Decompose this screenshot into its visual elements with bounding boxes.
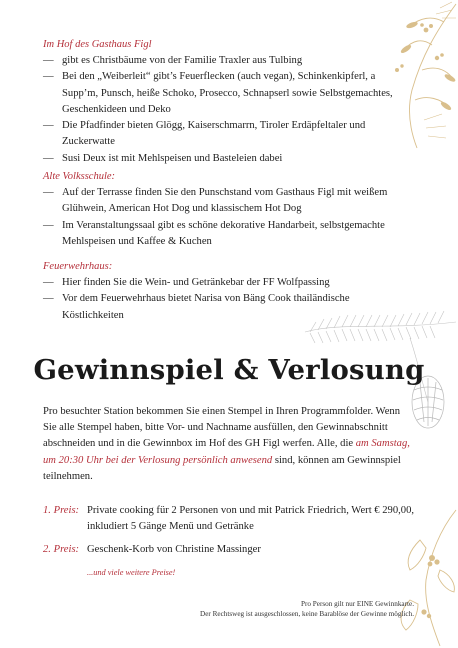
- list-item: — Hier finden Sie die Wein- und Getränkebar der FF Wolfpassing: [43, 275, 413, 291]
- list-item: — Bei den „Weiberleit“ gibt’s Feuerflecken (auch vegan), Schinkenkipferl, a Supp’m, Punsch, heiße Schoko, Prosecco, Schnapserl sowie Selbstgemachtes, Geschenkideen und Deko: [43, 69, 413, 118]
- section-volksschule: [43, 170, 413, 250]
- prize-item: [43, 503, 423, 535]
- more-prizes-note: ...und viele weitere Preise!: [87, 568, 176, 577]
- prize-label: 2. Preis:: [43, 544, 80, 555]
- item-list: [43, 275, 413, 324]
- intro-text-end: sind, können am Gewinnspiel teilnehmen.: [43, 454, 401, 482]
- list-item: — Die Pfadfinder bieten Glögg, Kaiserschmarrn, Tiroler Erdäpfeltaler und Zuckerwatte: [43, 118, 413, 151]
- section-title: Im Hof des Gasthaus Figl: [43, 39, 152, 50]
- list-item: — Vor dem Feuerwehrhaus bietet Narisa von Bäng Cook thailändische Köstlichkeiten: [43, 291, 413, 324]
- section-title: Alte Volksschule:: [43, 171, 116, 182]
- prize-text: Geschenk-Korb von Christine Massinger: [87, 544, 261, 555]
- item-list: [43, 185, 413, 250]
- footnote: [200, 599, 414, 619]
- section-title: Feuerwehrhaus:: [43, 261, 113, 272]
- intro-paragraph: [43, 404, 415, 485]
- intro-text: Pro besuchter Station bekommen Sie einen Stempel in Ihren Programmfolder. Wenn Sie alle Stempel haben, bitte Vor- und Nachname ausfüllen, den Gewinnabschnitt abschneiden und in die Gewinnbox im Hof des GH Figl werfen. Alle, die: [43, 406, 401, 450]
- prize-item: [43, 542, 423, 558]
- list-item: — Auf der Terrasse finden Sie den Punschstand vom Gasthaus Figl mit weißem Glühwein, American Hot Dog und klassischem Hot Dog: [43, 185, 413, 218]
- list-item: — Susi Deux ist mit Mehlspeisen und Basteleien dabei: [43, 151, 413, 167]
- prize-label: 1. Preis:: [43, 505, 80, 516]
- section-hof: [43, 38, 413, 167]
- item-list: [43, 53, 413, 167]
- footnote-line: Der Rechtsweg ist ausgeschlossen, keine Barablöse der Gewinne möglich.: [200, 610, 414, 618]
- footnote-line: Pro Person gilt nur EINE Gewinnkarte.: [301, 600, 414, 608]
- list-item: — gibt es Christbäume von der Familie Traxler aus Tulbing: [43, 53, 413, 69]
- intro-highlight: am Samstag, um 20:30 Uhr bei der Verlosung persönlich anwesend: [43, 438, 410, 466]
- prize-text: Private cooking für 2 Personen von und mit Patrick Friedrich, Wert € 290,00, inkludiert 5 Gänge Menü und Getränke: [87, 505, 415, 533]
- section-feuerwehrhaus: [43, 260, 413, 324]
- page-title: Gewinnspiel & Verlosung: [33, 354, 425, 386]
- list-item: — Im Veranstaltungssaal gibt es schöne dekorative Handarbeit, selbstgemachte Mehlspeisen und Kaffee & Kuchen: [43, 218, 413, 251]
